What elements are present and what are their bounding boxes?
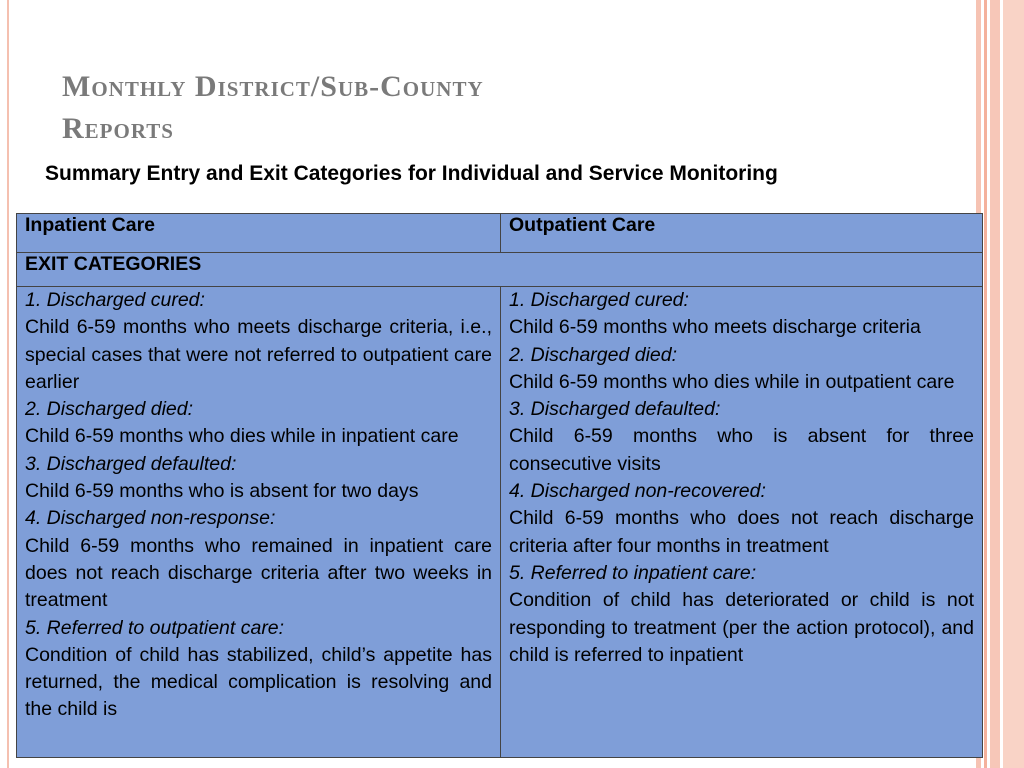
outpatient-entry-desc: Child 6-59 months who meets discharge criteria — [509, 316, 921, 339]
left-border-line — [7, 0, 9, 768]
inpatient-cell — [17, 287, 501, 758]
decorative-stripes — [976, 0, 1024, 768]
slide-title — [62, 66, 822, 150]
inpatient-entry-desc: Condition of child has stabilized, child’s appetite has returned, the medical complication is resolving and the child is — [25, 643, 492, 721]
inpatient-entry-title: 3. Discharged defaulted: — [25, 452, 237, 475]
outpatient-entry-desc: Child 6-59 months who does not reach discharge criteria after four months in treatment — [509, 507, 974, 557]
inpatient-entry-title: 1. Discharged cured: — [25, 289, 205, 311]
inpatient-entry-title: 4. Discharged non-response: — [25, 507, 276, 530]
outpatient-cell — [501, 287, 983, 758]
table-body-row — [17, 287, 983, 758]
inpatient-entry-desc: Child 6-59 months who is absent for two days — [25, 480, 419, 503]
outpatient-entry-title: 2. Discharged died: — [509, 343, 678, 366]
outpatient-entry-title: 1. Discharged cured: — [509, 289, 689, 311]
table-header-row — [17, 214, 983, 253]
outpatient-entry-desc: Condition of child has deteriorated or child is not responding to treatment (per the action protocol), and child is referred to inpatient — [509, 589, 974, 666]
slide-subtitle: Summary Entry and Exit Categories for Individual and Service Monitoring — [45, 162, 778, 185]
inpatient-entry-title: 5. Referred to outpatient care: — [25, 616, 285, 639]
inpatient-entry-desc: Child 6-59 months who dies while in inpatient care — [25, 425, 459, 448]
section-row — [17, 253, 983, 287]
outpatient-entry-desc: Child 6-59 months who is absent for three consecutive visits — [509, 425, 974, 475]
outpatient-entry-title: 5. Referred to inpatient care: — [509, 561, 757, 584]
title-line-1: Monthly District/Sub-County — [62, 70, 484, 103]
outpatient-entry-title: 3. Discharged defaulted: — [509, 398, 721, 421]
header-outpatient: Outpatient Care — [501, 214, 983, 253]
categories-table — [16, 213, 983, 758]
outpatient-entry-title: 4. Discharged non-recovered: — [509, 480, 766, 503]
inpatient-entry-title: 2. Discharged died: — [25, 398, 194, 421]
header-inpatient: Inpatient Care — [17, 214, 501, 253]
outpatient-entry-desc: Child 6-59 months who dies while in outpatient care — [509, 370, 955, 393]
title-line-2: Reports — [62, 112, 174, 145]
inpatient-entry-desc: Child 6-59 months who meets discharge criteria, i.e., special cases that were not referred to outpatient care earlier — [25, 316, 492, 393]
section-exit-categories: EXIT CATEGORIES — [17, 253, 983, 287]
inpatient-entry-desc: Child 6-59 months who remained in inpatient care does not reach discharge criteria after two weeks in treatment — [25, 534, 492, 612]
